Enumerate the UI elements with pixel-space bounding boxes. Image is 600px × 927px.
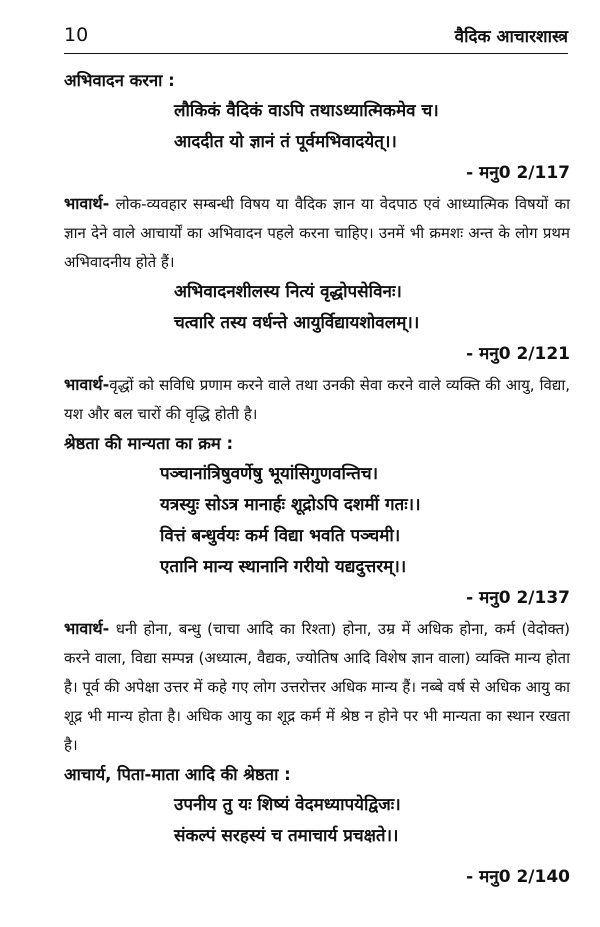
sanskrit-verse-line: उपनीय तु यः शिष्यं वेदमध्यापयेद्विजः। bbox=[174, 795, 401, 815]
sanskrit-verse-line: संकल्पं सरहस्यं च तमाचार्य प्रचक्षते।। bbox=[174, 826, 399, 846]
verse-reference: - मनु0 2/140 bbox=[466, 867, 570, 887]
meaning-text: वृद्धों को सविधि प्रणाम करने वाले तथा उनकी सेवा करने वाले व्यक्ति की आयु, विद्या, यश और बल चारों की वृद्धि होती है। bbox=[64, 376, 570, 423]
sanskrit-verse-line: आददीत यो ज्ञानं तं पूर्वमभिवादयेत्।। bbox=[174, 132, 397, 152]
meaning-paragraph bbox=[64, 370, 570, 429]
header-rule bbox=[64, 53, 568, 54]
section-heading: श्रेष्ठता की मान्यता का क्रम : bbox=[64, 434, 234, 453]
running-title: वैदिक आचारशास्त्र bbox=[454, 27, 568, 47]
section-heading: आचार्य, पिता-माता आदि की श्रेष्ठता : bbox=[64, 765, 291, 784]
page-header bbox=[64, 24, 568, 54]
verse-reference: - मनु0 2/121 bbox=[466, 344, 570, 364]
verse-reference: - मनु0 2/117 bbox=[466, 163, 570, 183]
meaning-paragraph bbox=[64, 614, 570, 760]
meaning-paragraph bbox=[64, 189, 570, 277]
section-heading: अभिवादन करना : bbox=[64, 71, 175, 90]
sanskrit-verse-line: अभिवादनशीलस्य नित्यं वृद्धोपसेविनः। bbox=[174, 282, 402, 302]
meaning-label: भावार्थ- bbox=[64, 194, 110, 213]
sanskrit-verse-line: पञ्चानांत्रिषुवर्णेषु भूयांसिगुणवन्तिच। bbox=[160, 464, 379, 484]
meaning-text: लोक-व्यवहार सम्बन्धी विषय या वैदिक ज्ञान या वेदपाठ एवं आध्यात्मिक विषयों का ज्ञान देने वाले आचार्यों का अभिवादन पहले करना चाहिए। उनमें भी क्रमशः अन्त के लोग प्रथम अभिवादनीय होते हैं। bbox=[64, 195, 570, 271]
meaning-text: धनी होना, बन्धु (चाचा आदि का रिश्ता) होना, उम्र में अधिक होना, कर्म (वेदोक्त) करने वाला, विद्या सम्पन्न (अध्यात्म, वैद्यक, ज्योतिष आदि विशेष ज्ञान वाला) व्यक्ति मान्य होता है। पूर्व की अपेक्षा उत्तर में कहे गए लोग उत्तरोत्तर अधिक मान्य हैं। नब्बे वर्ष से अधिक आयु का शूद्र भी मान्य होता है। अधिक आयु का शूद्र कर्म में श्रेष्ठ न होने पर भी मान्यता का स्थान रखता है। bbox=[64, 620, 570, 754]
sanskrit-verse-line: एतानि मान्य स्थानानि गरीयो यद्यदुत्तरम्।। bbox=[160, 557, 407, 577]
sanskrit-verse-line: वित्तं बन्धुर्वयः कर्म विद्या भवति पञ्चमी। bbox=[160, 526, 401, 546]
page-content bbox=[64, 66, 570, 893]
page-number: 10 bbox=[64, 24, 89, 46]
meaning-label: भावार्थ- bbox=[64, 375, 110, 394]
meaning-label: भावार्थ- bbox=[64, 619, 110, 638]
verse-reference: - मनु0 2/137 bbox=[466, 588, 570, 608]
sanskrit-verse-line: चत्वारि तस्य वर्धन्ते आयुर्विद्यायशोवलम्।। bbox=[174, 313, 420, 333]
sanskrit-verse-line: यत्रस्युः सोऽत्र मानार्हः शूद्रोऽपि दशमीं गतः।। bbox=[160, 495, 421, 515]
sanskrit-verse-line: लौकिकं वैदिकं वाऽपि तथाऽध्यात्मिकमेव च। bbox=[174, 101, 439, 121]
